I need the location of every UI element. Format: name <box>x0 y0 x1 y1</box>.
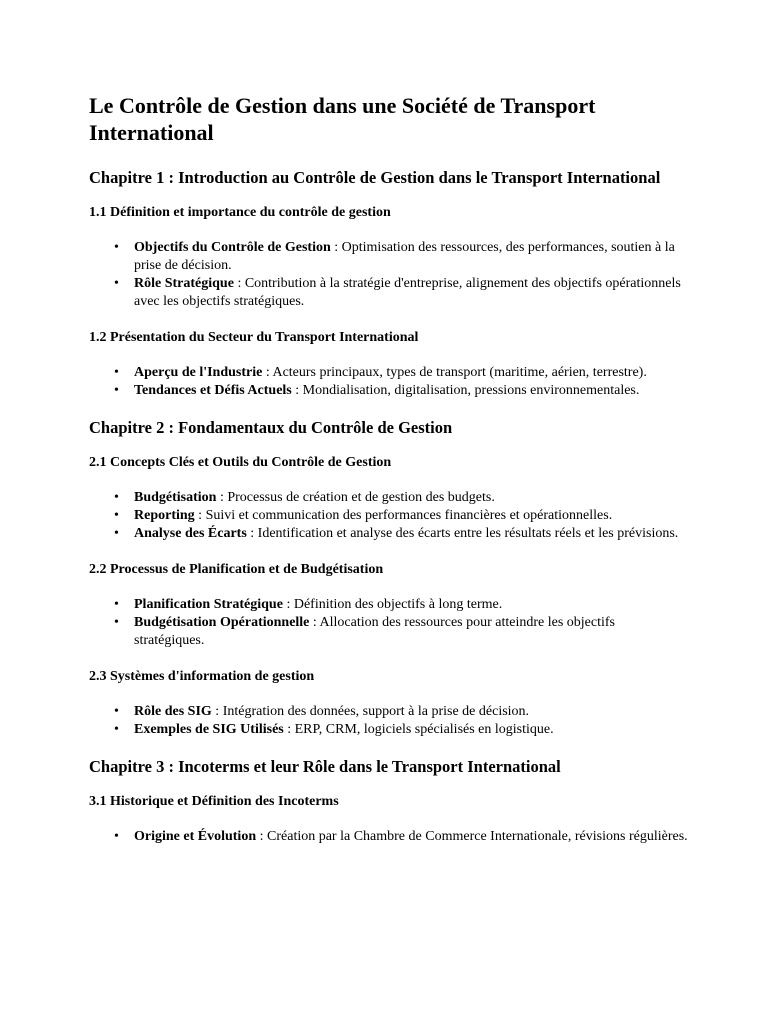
item-text: Création par la Chambre de Commerce Internationale, révisions régulières. <box>267 829 688 844</box>
section-heading: 1.1 Définition et importance du contrôle de gestion <box>89 205 391 220</box>
bullet-list <box>89 364 688 400</box>
chapter-heading: Chapitre 1 : Introduction au Contrôle de Gestion dans le Transport International <box>89 168 661 187</box>
chapter-heading: Chapitre 3 : Incoterms et leur Rôle dans le Transport International <box>89 757 561 776</box>
chapter-heading: Chapitre 2 : Fondamentaux du Contrôle de Gestion <box>89 418 453 437</box>
item-separator: : <box>233 276 245 291</box>
bullet-list <box>89 596 688 650</box>
item-text: Acteurs principaux, types de transport (maritime, aérien, terrestre). <box>272 365 647 380</box>
item-text: Processus de création et de gestion des budgets. <box>227 490 495 505</box>
item-term: Objectifs du Contrôle de Gestion <box>134 240 331 255</box>
item-term: Exemples de SIG Utilisés <box>134 722 284 737</box>
bullet-icon: • <box>114 829 119 844</box>
item-text: Mondialisation, digitalisation, pressions environnementales. <box>302 383 640 398</box>
item-text: Identification et analyse des écarts entre les résultats réels et les prévisions. <box>257 526 679 541</box>
bullet-icon: • <box>114 615 119 630</box>
item-separator: : <box>262 365 273 380</box>
item-separator: : <box>291 383 303 398</box>
item-separator: : <box>330 240 342 255</box>
list-item <box>114 828 688 846</box>
section-heading: 2.1 Concepts Clés et Outils du Contrôle de Gestion <box>89 455 392 470</box>
document-title: Le Contrôle de Gestion dans une Société de Transport International <box>89 93 596 145</box>
item-separator: : <box>194 508 206 523</box>
section-heading: 2.2 Processus de Planification et de Budgétisation <box>89 562 384 577</box>
list-item <box>114 364 688 382</box>
item-separator: : <box>246 526 258 541</box>
bullet-icon: • <box>114 508 119 523</box>
item-text: Intégration des données, support à la prise de décision. <box>222 704 530 719</box>
list-item <box>114 275 688 311</box>
list-item <box>114 703 688 721</box>
bullet-list <box>89 828 688 846</box>
bullet-icon: • <box>114 526 119 541</box>
bullet-icon: • <box>114 490 119 505</box>
item-term: Rôle Stratégique <box>134 276 234 291</box>
list-item <box>114 596 688 614</box>
bullet-icon: • <box>114 597 119 612</box>
bullet-icon: • <box>114 365 119 380</box>
bullet-icon: • <box>114 722 119 737</box>
list-item <box>114 507 688 525</box>
section-heading: 3.1 Historique et Définition des Incoterms <box>89 794 339 809</box>
item-term: Budgétisation <box>134 490 217 505</box>
list-item <box>114 489 688 507</box>
section-heading: 1.2 Présentation du Secteur du Transport International <box>89 330 419 345</box>
bullet-icon: • <box>114 240 119 255</box>
item-term: Aperçu de l'Industrie <box>134 365 263 380</box>
item-text: ERP, CRM, logiciels spécialisés en logistique. <box>294 722 554 737</box>
section-heading: 2.3 Systèmes d'information de gestion <box>89 669 315 684</box>
list-item <box>114 239 688 275</box>
bullet-icon: • <box>114 383 119 398</box>
list-item <box>114 614 688 650</box>
list-item <box>114 525 688 543</box>
item-term: Origine et Évolution <box>134 829 257 844</box>
item-term: Tendances et Défis Actuels <box>134 383 292 398</box>
item-term: Budgétisation Opérationnelle <box>134 615 310 630</box>
item-text: Suivi et communication des performances financières et opérationnelles. <box>205 508 613 523</box>
list-item <box>114 721 688 739</box>
bullet-icon: • <box>114 276 119 291</box>
item-term: Rôle des SIG <box>134 704 212 719</box>
item-text: Optimisation des ressources, des performances, soutien à la prise de décision. <box>134 240 675 273</box>
item-separator: : <box>256 829 268 844</box>
item-term: Analyse des Écarts <box>134 526 247 541</box>
item-separator: : <box>211 704 223 719</box>
bullet-list <box>89 489 688 543</box>
bullet-list <box>89 703 688 739</box>
item-separator: : <box>283 722 295 737</box>
bullet-list <box>89 239 688 311</box>
item-term: Reporting <box>134 508 195 523</box>
document-body <box>89 168 688 846</box>
item-text: Contribution à la stratégie d'entreprise, alignement des objectifs opérationnels avec les objectifs stratégiques. <box>134 276 681 309</box>
item-term: Planification Stratégique <box>134 597 283 612</box>
item-separator: : <box>216 490 228 505</box>
list-item <box>114 382 688 400</box>
item-text: Allocation des ressources pour atteindre les objectifs stratégiques. <box>134 615 615 648</box>
item-separator: : <box>309 615 320 630</box>
bullet-icon: • <box>114 704 119 719</box>
item-text: Définition des objectifs à long terme. <box>293 597 503 612</box>
item-separator: : <box>282 597 294 612</box>
